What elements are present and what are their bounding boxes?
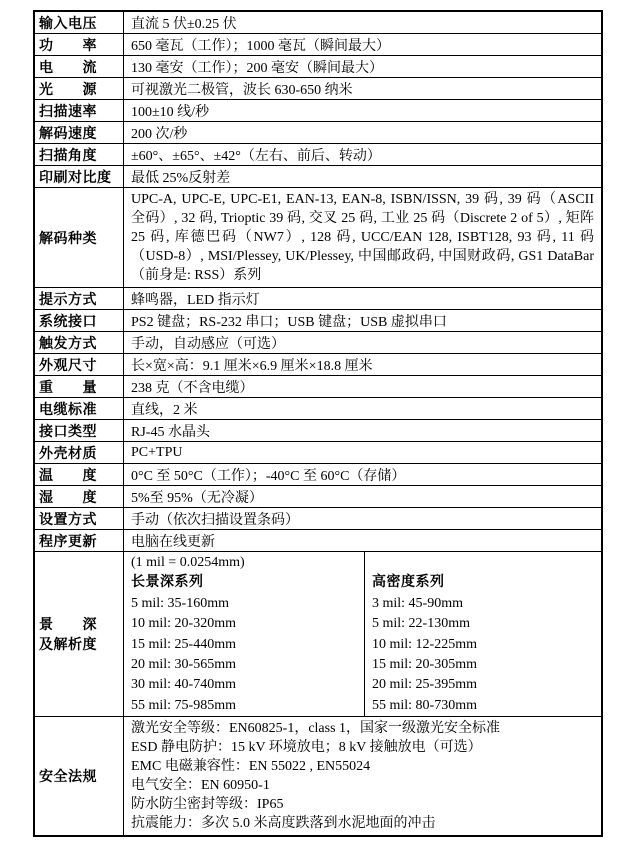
spec-row-humidity: [35, 486, 601, 508]
depth-left-item: 55 mil: 75-985mm: [131, 697, 236, 713]
depth-left-item: 5 mil: 35-160mm: [131, 595, 229, 611]
row-value: ±60°、±65°、±42°（左右、前后、转动）: [131, 148, 381, 164]
row-label: 输入电压: [35, 12, 124, 33]
row-label: 解码速度: [35, 122, 124, 143]
row-label: 解码种类: [35, 188, 124, 287]
depth-right-item: 15 mil: 20-305mm: [372, 657, 477, 673]
depth-right-item: 5 mil: 22-130mm: [372, 616, 470, 632]
spec-row-safety: [35, 717, 601, 835]
row-label: 光 源: [35, 78, 124, 99]
row-value: UPC-A, UPC-E, UPC-E1, EAN-13, EAN-8, ISBN/ISSN, 39 码, 39 码（ASCII 全码）, 32 码, Trioptic 39 码, 交叉 25 码, 工业 25 码（Discrete 2 of 5）, 矩阵 25 码, 库德巴码（NW7）, 128 码, UCC/EAN 128, ISBT128, 93 码, 11 码（USD-8）, MSI/Plessey, UK/Plessey, 中国邮政码, 中国财政码, GS1 DataBar（前身是: RSS）系列: [131, 192, 594, 283]
safety-line: EMC 电磁兼容性：EN 55022 , EN55024: [131, 759, 371, 774]
spec-row-housing-material: [35, 442, 601, 464]
safety-line: 电气安全：EN 60950-1: [131, 778, 270, 793]
row-value: 238 克（不含电缆）: [131, 380, 254, 396]
depth-right-item: 3 mil: 45-90mm: [372, 595, 463, 611]
spec-row-scan-rate: [35, 100, 601, 122]
row-value: 电脑在线更新: [131, 534, 215, 550]
spec-row-decode-types: [35, 188, 601, 288]
row-value: 长×宽×高：9.1 厘米×6.9 厘米×18.8 厘米: [131, 358, 373, 374]
row-label: 功 率: [35, 34, 124, 55]
spec-row-current: [35, 56, 601, 78]
row-label: 温 度: [35, 464, 124, 485]
spec-row-dimensions: [35, 354, 601, 376]
mil-note: (1 mil = 0.0254mm): [131, 555, 245, 570]
row-label: 系统接口: [35, 310, 124, 331]
spec-row-scan-angle: [35, 144, 601, 166]
row-value: PC+TPU: [131, 444, 183, 460]
row-value: 直流 5 伏±0.25 伏: [131, 16, 237, 32]
row-value: 650 毫瓦（工作）；1000 毫瓦（瞬间最大）: [131, 38, 390, 54]
safety-line: 抗震能力：多次 5.0 米高度跌落到水泥地面的冲击: [131, 816, 436, 831]
row-value: 130 毫安（工作）；200 毫安（瞬间最大）: [131, 60, 383, 76]
spec-row-temperature: [35, 464, 601, 486]
row-label: 提示方式: [35, 288, 124, 309]
row-value: 直线，2 米: [131, 402, 198, 418]
depth-left-item: 10 mil: 20-320mm: [131, 616, 236, 632]
depth-right-item: 55 mil: 80-730mm: [372, 697, 477, 713]
spec-row-setup-method: [35, 508, 601, 530]
row-label: 扫描角度: [35, 144, 124, 165]
row-label: 电 流: [35, 56, 124, 77]
row-value: 0°C 至 50°C（工作）；-40°C 至 60°C（存储）: [131, 468, 406, 484]
depth-left-header: 长景深系列: [131, 575, 204, 591]
spec-row-weight: [35, 376, 601, 398]
depth-right-header: 高密度系列: [372, 575, 445, 591]
row-label: 程序更新: [35, 530, 124, 551]
depth-column-high-density: [365, 552, 601, 716]
spec-row-print-contrast: [35, 166, 601, 188]
row-value: PS2 键盘；RS-232 串口；USB 键盘；USB 虚拟串口: [131, 314, 447, 330]
depth-right-spacer: [372, 553, 597, 573]
row-label: 设置方式: [35, 508, 124, 529]
spec-row-cable: [35, 398, 601, 420]
depth-right-item: 20 mil: 25-395mm: [372, 677, 477, 693]
row-value: 蜂鸣器，LED 指示灯: [131, 292, 260, 308]
row-label: 湿 度: [35, 486, 124, 507]
depth-left-item: 30 mil: 40-740mm: [131, 677, 236, 693]
row-label: [35, 552, 124, 716]
safety-line: 防水防尘密封等级：IP65: [131, 797, 284, 812]
row-label: 印刷对比度: [35, 166, 124, 187]
depth-label-line2: 及解析度: [39, 638, 97, 653]
row-label: 触发方式: [35, 332, 124, 353]
spec-row-depth-of-field: [35, 552, 601, 717]
depth-right-item: 10 mil: 12-225mm: [372, 636, 477, 652]
row-value: 100±10 线/秒: [131, 104, 210, 120]
row-value: 手动，自动感应（可选）: [131, 336, 285, 352]
row-value: RJ-45 水晶头: [131, 424, 210, 440]
spec-table: [33, 10, 603, 837]
spec-row-input-voltage: [35, 12, 601, 34]
row-label: 接口类型: [35, 420, 124, 441]
spec-row-light-source: [35, 78, 601, 100]
row-value: [124, 717, 601, 835]
row-label: 电缆标准: [35, 398, 124, 419]
depth-label-line1: 景 深: [39, 618, 97, 633]
row-label: 重 量: [35, 376, 124, 397]
spec-row-firmware-update: [35, 530, 601, 552]
row-label: 外观尺寸: [35, 354, 124, 375]
spec-row-connector-type: [35, 420, 601, 442]
spec-row-power: [35, 34, 601, 56]
depth-column-long-range: [124, 552, 365, 716]
row-value: [124, 552, 601, 716]
row-value: 手动（依次扫描设置条码）: [131, 512, 299, 528]
row-value: 可视激光二极管，波长 630-650 纳米: [131, 82, 353, 98]
depth-left-item: 15 mil: 25-440mm: [131, 636, 236, 652]
safety-line: 激光安全等级：EN60825-1，class 1，国家一级激光安全标准: [131, 721, 501, 736]
spec-row-decode-speed: [35, 122, 601, 144]
row-label: 外壳材质: [35, 442, 124, 463]
spec-row-trigger-mode: [35, 332, 601, 354]
row-value: 5%至 95%（无冷凝）: [131, 490, 263, 506]
row-value: 200 次/秒: [131, 126, 188, 142]
row-label: 安全法规: [35, 717, 124, 835]
row-label: 扫描速率: [35, 100, 124, 121]
safety-line: ESD 静电防护：15 kV 环境放电；8 kV 接触放电（可选）: [131, 740, 482, 755]
depth-left-item: 20 mil: 30-565mm: [131, 657, 236, 673]
spec-row-system-interface: [35, 310, 601, 332]
row-value: 最低 25%反射差: [131, 170, 231, 186]
spec-row-indication: [35, 288, 601, 310]
